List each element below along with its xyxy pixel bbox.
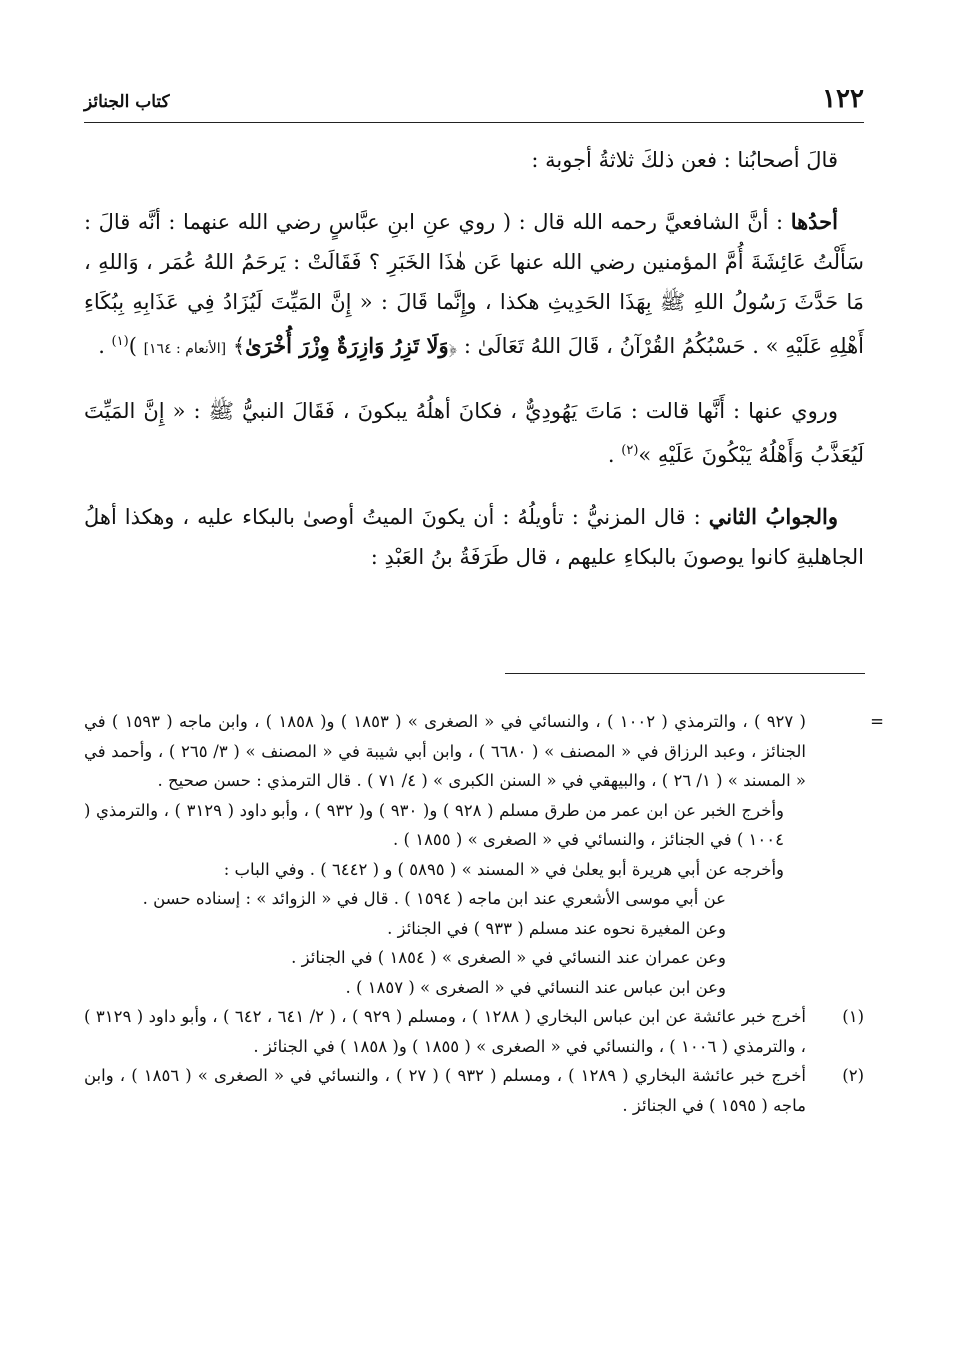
paragraph-narration [84, 391, 864, 475]
footnote-continuation [84, 707, 884, 1002]
footnote-marker-2[interactable]: (٢) [621, 443, 639, 458]
first-answer-text: : أنَّ الشافعيَّ رحمه الله قال : ( روي عنِ ابنِ عبَّاسٍ رضي الله عنهما : أنَّه قالَ : سَأَلْتُ عَائِشَةَ أُمَّ المؤمنين رضي الله عنها عَن هٰذَا الخَبَرِ ؟ فَقَالَتْ : يَرحَمُ اللهُ عُمَر ، وَاللهِ ، مَا حَدَّثَ رَسُولُ اللهِ ﷺ بِهَذَا الحَدِيثِ هكذا ، وإِنَّما قَالَ : « إِنَّ المَيِّتَ لَيُزَادُ فِي عَذَابِهِ بِبُكَاءِ أَهْلِهِ عَلَيْهِ » . حَسْبُكُمُ القُرْآنُ ، قَالَ اللهُ تَعَالَىٰ : ﴿ [84, 210, 864, 358]
quran-verse: وَلَا تَزِرُ وَازِرَةٌ وِزْرَ أُخْرَىٰ [245, 333, 449, 358]
footnote-line: وأخرجه عن أبي هريرة أبو يعلىٰ في « المسند » ( ٥٨٩٥ ) و ( ٦٤٤٢ ) . وفي الباب : [223, 859, 784, 879]
footnote-line: وعن ابن عباس عند النسائي في « الصغرى » ( ١٨٥٧ ) . [345, 977, 726, 997]
footnote-line: وأخرج الخبر عن ابن عمر من طرق مسلم ( ٩٢٨ ) و( ٩٣٠ ) و( ٩٣٢ ) ، وأبو داود ( ٣١٢٩ ) ، والترمذي ( ١٠٠٤ ) في الجنائز ، والنسائي في « الصغرى » ( ١٨٥٥ ) . [84, 800, 785, 849]
footnote-separator [505, 673, 865, 674]
footnote-line: ( ٩٢٧ ) ، والترمذي ( ١٠٠٢ ) ، والنسائي في « الصغرى » ( ١٨٥٣ ) و( ١٨٥٨ ) ، وابن ماجه ( ١٥٩٣ ) في الجنائز ، وعبد الرزاق في « المصنف » ( ٦٦٨٠ ) ، وابن أبي شيبة في « المصنف » ( ٣/ ٢٦٥ ) ، وأحمد في « المسند » ( ١/ ٢٦ ) ، والبيهقي في « السنن الكبرى » ( ٤/ ٧١ ) . قال الترمذي : حسن صحيح . [84, 712, 806, 790]
paragraph-first-answer [84, 202, 864, 369]
footnotes [84, 707, 884, 1120]
first-answer-label: أحدُها [790, 209, 838, 234]
footnote-marker-1[interactable]: (١) [111, 334, 129, 349]
continuation-mark: = [870, 712, 884, 731]
quran-reference: [الأنعام : ١٦٤] [143, 341, 227, 357]
page-header [84, 82, 864, 123]
quran-bracket-close: ﴾ [232, 334, 246, 358]
footnote-line: عن أبي موسى الأشعري عند ابن ماجه ( ١٥٩٤ ) . قال في « الزوائد » : إسناده حسن . [142, 889, 726, 908]
narration-tail: . [607, 443, 622, 467]
main-text [84, 140, 864, 599]
page-number: ١٢٢ [822, 84, 864, 114]
footnote-line: وعن عمران عند النسائي في « الصغرى » ( ١٨٥٤ ) في الجنائز . [291, 948, 726, 967]
first-answer-close: ) [128, 334, 144, 358]
paragraph-intro: قالَ أصحابُنا : فعن ذلكَ ثلاثةُ أجوبة : [531, 148, 838, 172]
footnote-2 [84, 1061, 864, 1120]
paragraph-second-answer [84, 497, 864, 577]
footnote-2-number: (٢) [842, 1066, 864, 1085]
running-title: كتاب الجنائز [84, 92, 170, 112]
second-answer-text: : قال المزنيُّ : تأويلُهُ : أن يكونَ الميتُ أوصىٰ بالبكاء عليه ، وهكذا أهلُ الجاهليةِ كانوا يوصونَ بالبكاءِ عليهم ، قال طَرَفَةُ بنُ العَبْدِ : [84, 505, 864, 569]
footnote-line: وعن المغيرة نحوه عند مسلم ( ٩٣٣ ) في الجنائز . [387, 918, 726, 938]
footnote-1-number: (١) [842, 1007, 864, 1026]
narration-text: وروي عنها : أَنَّها قالت : مَاتَ يَهُودِيٌّ ، فكانَ أهلُهُ يبكونَ ، فَقَالَ النبيُّ ﷺ : « إِنَّ المَيِّتَ لَيُعَذَّبُ وَأَهْلُهُ يَبْكُونَ عَلَيْهِ » [84, 399, 864, 467]
first-answer-tail: . [98, 334, 112, 358]
footnote-1-text: أخرج خبر عائشة عن ابن عباس البخاري ( ١٢٨٨ ) ، ومسلم ( ٩٢٩ ) ، ( ٢/ ٦٤١ ، ٦٤٢ ) ، وأبو داود ( ٣١٢٩ ) ، والترمذي ( ١٠٠٦ ) ، والنسائي في « الصغرى » ( ١٨٥٥ ) و( ١٨٥٨ ) في الجنائز . [84, 1007, 806, 1056]
footnote-2-text: أخرج خبر عائشة البخاري ( ١٢٨٩ ) ، ومسلم ( ٩٣٢ ) ( ٢٧ ) ، والنسائي في « الصغرى » ( ١٨٥٦ ) ، وابن ماجه ( ١٥٩٥ ) في الجنائز . [84, 1066, 806, 1115]
footnote-1 [84, 1002, 864, 1061]
second-answer-label: والجوابُ الثاني [708, 504, 838, 529]
